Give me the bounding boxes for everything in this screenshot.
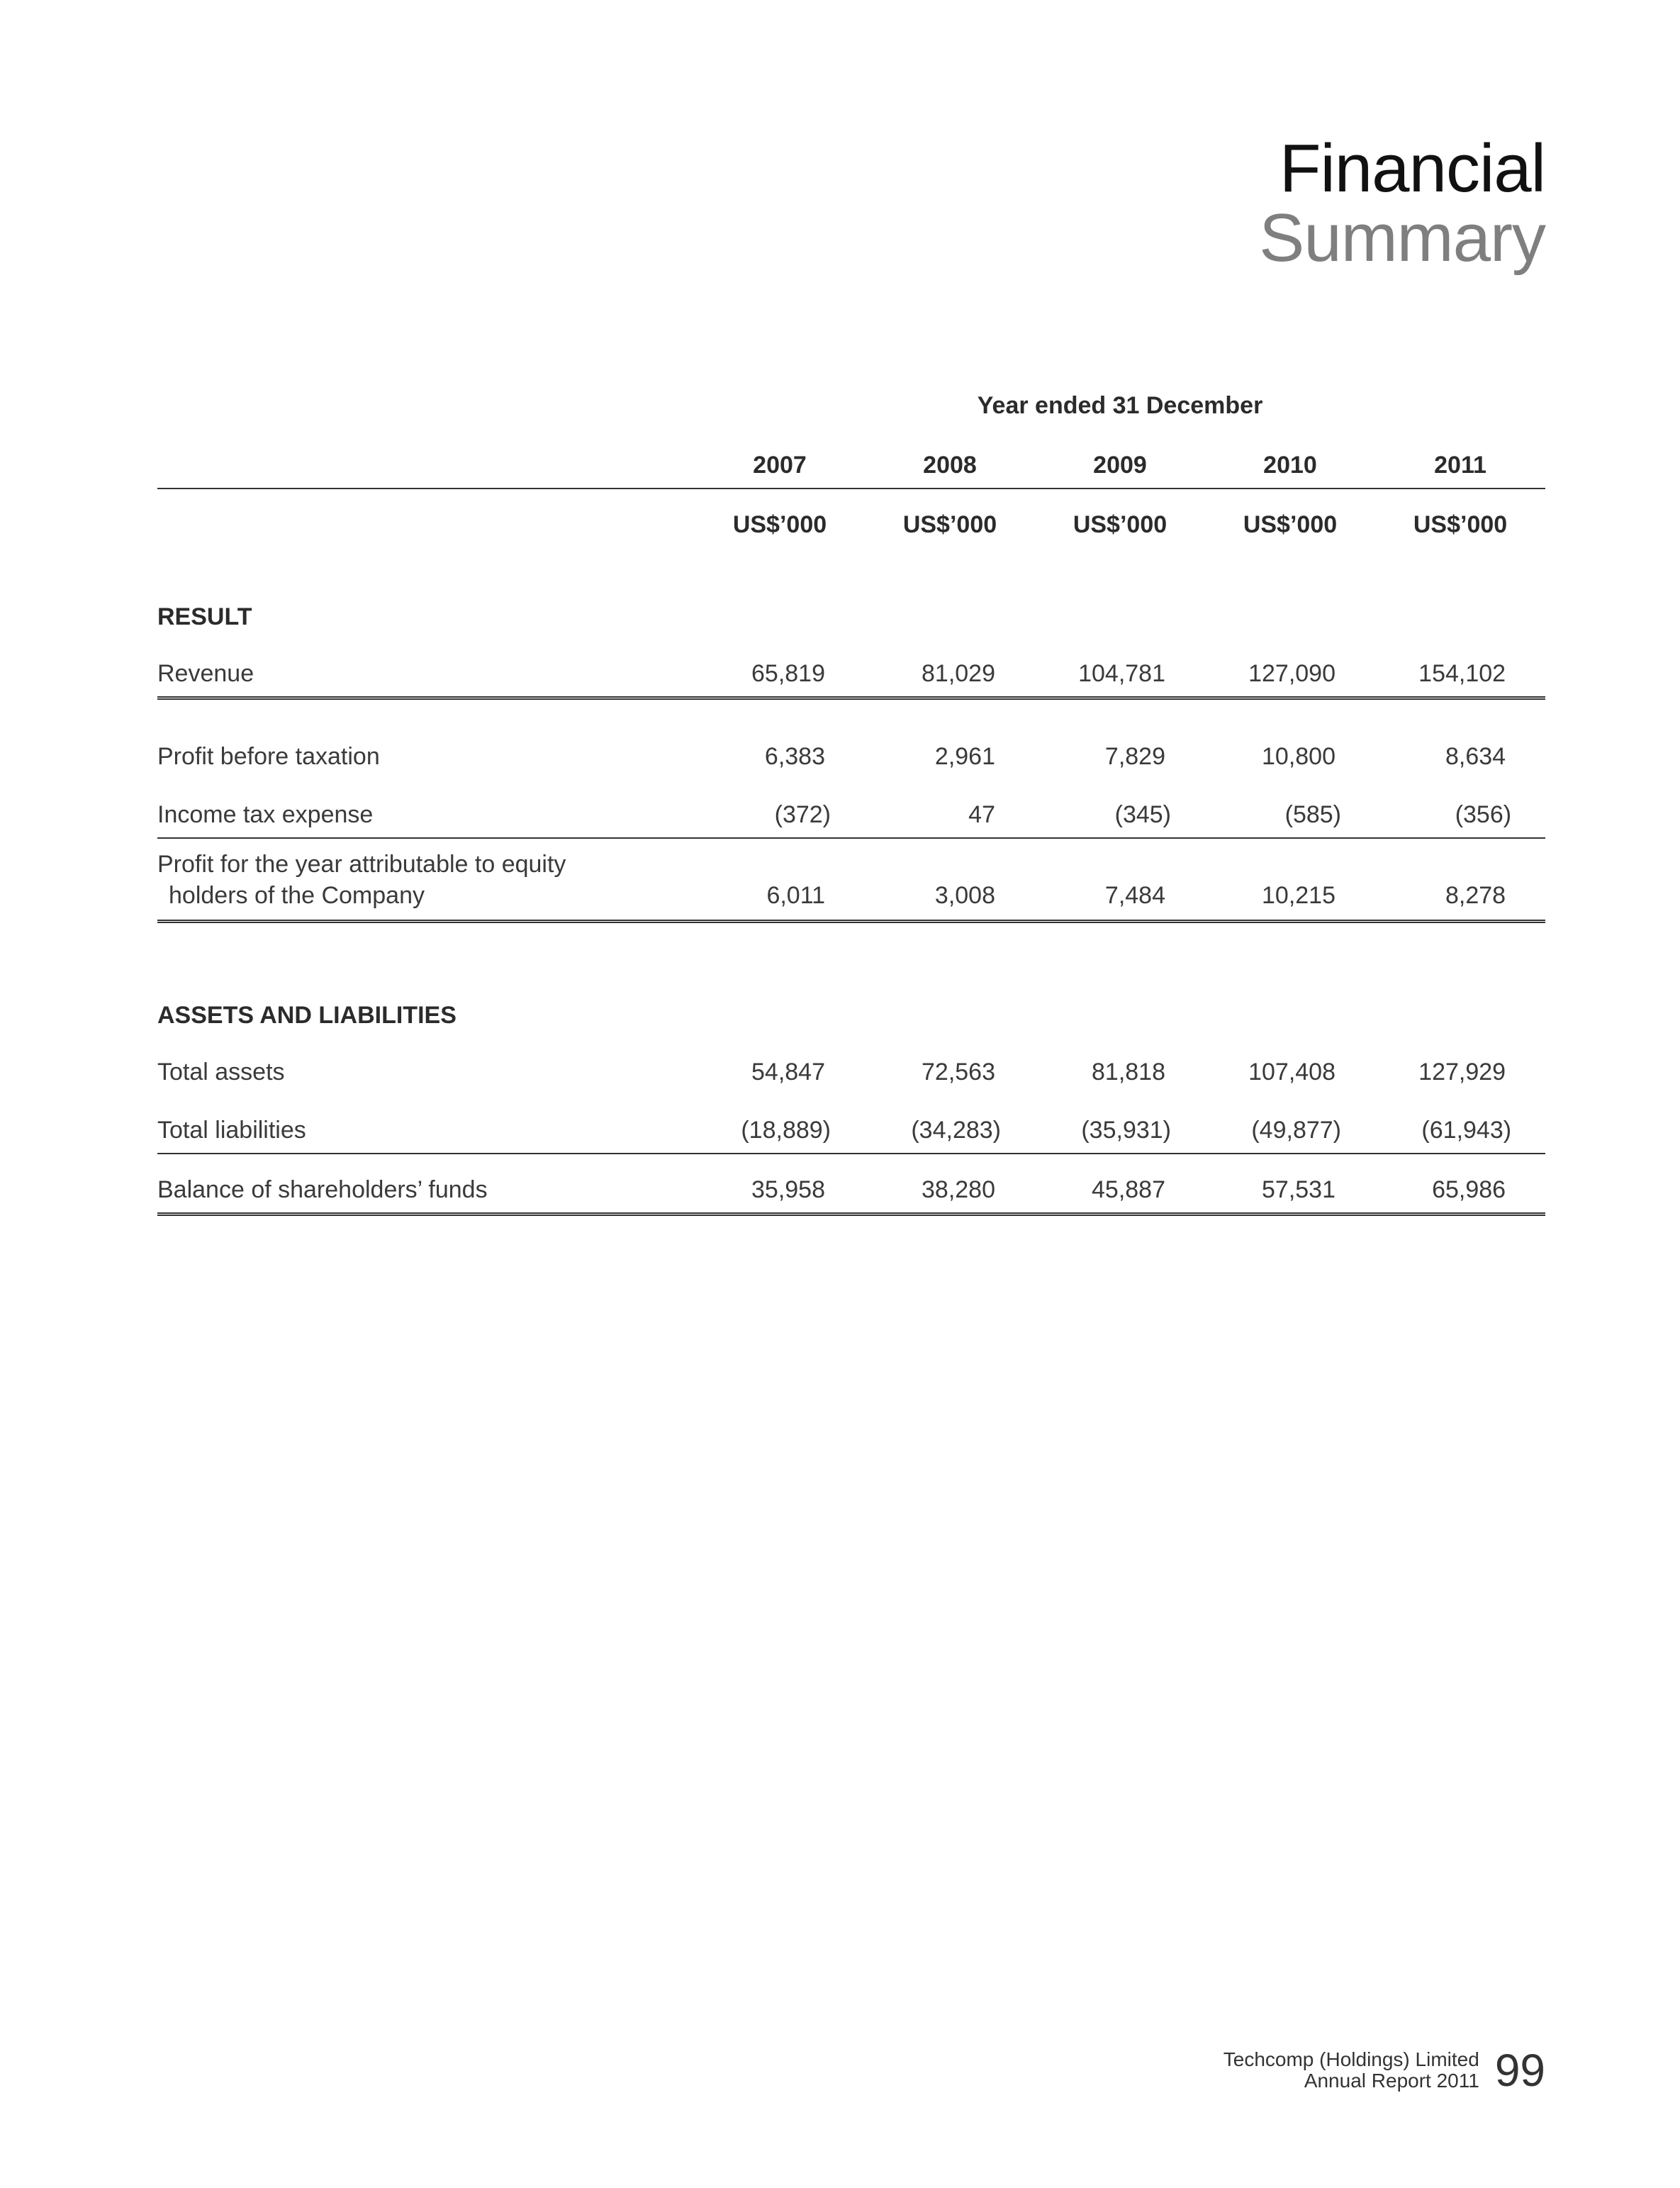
- row-label: Balance of shareholders’ funds: [157, 1154, 695, 1215]
- table-cell: (34,283): [911, 1117, 1001, 1144]
- table-cell: 65,986: [1375, 1154, 1545, 1215]
- table-cell: 45,887: [1035, 1154, 1205, 1215]
- table-cell: (585): [1284, 801, 1341, 828]
- table-row-income-tax: [157, 779, 1545, 838]
- table-cell: 8,278: [1375, 838, 1545, 922]
- section-heading-row: [157, 922, 1545, 1037]
- table-caption: Year ended 31 December: [977, 392, 1263, 419]
- table-cell: 3,008: [865, 838, 1035, 922]
- table-cell: 10,215: [1205, 838, 1375, 922]
- year-header: 2011: [1434, 452, 1486, 479]
- footer-report: Annual Report 2011: [1304, 2070, 1479, 2092]
- table-row-total-liabilities: [157, 1095, 1545, 1154]
- year-header: 2008: [923, 452, 977, 479]
- table-cell: 65,819: [695, 638, 865, 698]
- section-heading-row: [157, 547, 1545, 638]
- table-cell: (49,877): [1251, 1117, 1341, 1144]
- financial-summary-table: [157, 0, 1545, 1216]
- table-cell: 6,011: [695, 838, 865, 922]
- table-cell: 72,563: [922, 1059, 995, 1085]
- row-label: Income tax expense: [157, 801, 374, 828]
- table-cell: 107,408: [1248, 1059, 1335, 1085]
- units-header-row: [157, 489, 1545, 547]
- row-label: Profit before taxation: [157, 743, 380, 770]
- table-cell: 127,929: [1418, 1059, 1506, 1085]
- page-footer: [1223, 2045, 1545, 2096]
- unit-header: US$’000: [1035, 489, 1205, 547]
- table-cell: 35,958: [695, 1154, 865, 1215]
- table-cell: 2,961: [934, 743, 995, 770]
- table-cell: 54,847: [751, 1059, 825, 1085]
- financial-summary-table-wrapper: [157, 0, 1545, 1216]
- table-cell: 10,800: [1262, 743, 1335, 770]
- table-cell: (356): [1455, 801, 1512, 828]
- section-heading-assets: ASSETS AND LIABILITIES: [157, 1002, 457, 1029]
- years-header-row: [157, 427, 1545, 489]
- unit-header: US$’000: [695, 489, 865, 547]
- row-label: Total liabilities: [157, 1117, 306, 1144]
- table-cell: (61,943): [1421, 1117, 1512, 1144]
- table-cell: 8,634: [1445, 743, 1506, 770]
- table-cell: 154,102: [1375, 638, 1545, 698]
- year-header: 2007: [753, 452, 807, 479]
- table-cell: 57,531: [1205, 1154, 1375, 1215]
- title-financial: Financial: [1279, 130, 1545, 206]
- footer-text: [1223, 2049, 1479, 2092]
- unit-header: US$’000: [865, 489, 1035, 547]
- spacer-row: [157, 698, 1545, 722]
- row-label-line: holders of the Company: [169, 882, 425, 909]
- page-number: 99: [1494, 2045, 1545, 2096]
- row-label: Revenue: [157, 638, 695, 698]
- table-cell: 81,029: [865, 638, 1035, 698]
- table-cell: (18,889): [741, 1117, 831, 1144]
- table-cell: 38,280: [865, 1154, 1035, 1215]
- row-label: [157, 838, 695, 922]
- year-header: 2010: [1263, 452, 1317, 479]
- table-cell: (35,931): [1081, 1117, 1171, 1144]
- table-cell: 127,090: [1205, 638, 1375, 698]
- row-label: Total assets: [157, 1059, 285, 1085]
- table-row-shareholders-funds: [157, 1154, 1545, 1215]
- table-cell: (372): [774, 801, 831, 828]
- title-summary: Summary: [1259, 200, 1545, 276]
- footer-company: Techcomp (Holdings) Limited: [1223, 2048, 1479, 2070]
- section-heading-result: RESULT: [157, 603, 252, 630]
- table-cell: 7,829: [1104, 743, 1165, 770]
- table-cell: 47: [968, 801, 995, 828]
- unit-header: US$’000: [1375, 489, 1545, 547]
- table-cell: (345): [1114, 801, 1171, 828]
- table-row-revenue: [157, 638, 1545, 698]
- table-row-total-assets: [157, 1037, 1545, 1095]
- table-cell: 6,383: [764, 743, 825, 770]
- table-row-profit-for-year: [157, 838, 1545, 922]
- table-cell: 81,818: [1092, 1059, 1165, 1085]
- table-cell: 7,484: [1035, 838, 1205, 922]
- table-cell: 104,781: [1035, 638, 1205, 698]
- year-header: 2009: [1093, 452, 1147, 479]
- unit-header: US$’000: [1205, 489, 1375, 547]
- table-row-profit-before-tax: [157, 721, 1545, 779]
- caption-row: [157, 0, 1545, 427]
- row-label-line: Profit for the year attributable to equity: [157, 851, 566, 878]
